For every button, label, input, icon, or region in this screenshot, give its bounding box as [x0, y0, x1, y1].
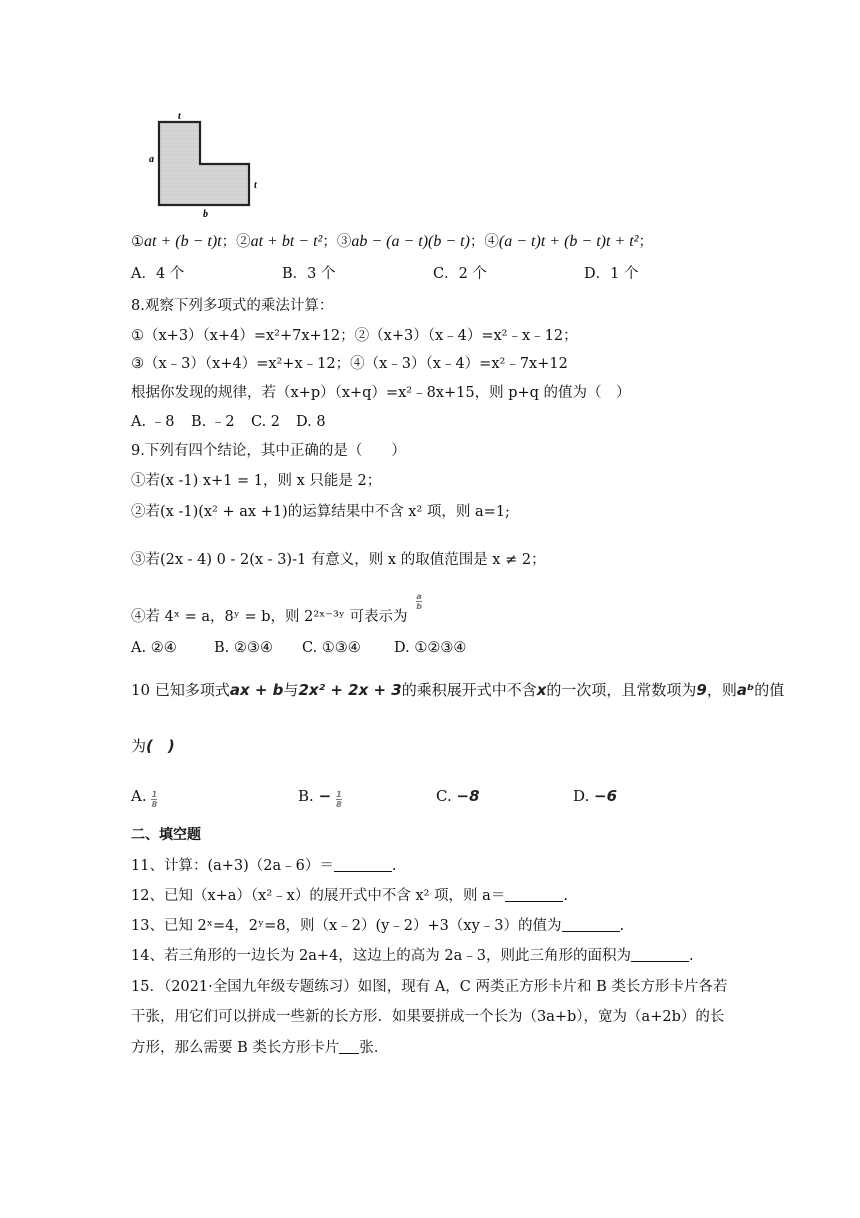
q10-poly-1: ax + b	[229, 681, 284, 699]
q9-option-a[interactable]: A. ②④	[131, 640, 177, 656]
q9-statement-1: ①若(x -1) x+1 = 1，则 x 只能是 2；	[131, 473, 382, 489]
q9-fraction: $\frac{a}{b}$	[416, 592, 422, 611]
label-b: b	[203, 209, 208, 220]
q11-answer-blank[interactable]	[334, 857, 392, 872]
q15-answer-blank[interactable]	[339, 1039, 359, 1054]
q8-option-c[interactable]: C. 2	[251, 414, 281, 430]
q8-question: 根据你发现的规律，若（x+p）（x+q）=x²﹣8x+15，则 p+q 的值为（ ）	[131, 385, 631, 401]
q10-option-a[interactable]: A. $\frac{1}{8}$	[131, 787, 158, 809]
q12: 12、已知（x+a）（x²﹣x）的展开式中不含 x² 项，则 a＝ .	[131, 888, 568, 904]
q7-expressions: ①at + (b − t)t；②at + bt − t²；③ab − (a − t)(b − t)；④(a − t)t + (b − t)t + t²；	[131, 233, 653, 250]
q9-statement-3: ③若(2x - 4) 0 - 2(x - 3)-1 有意义，则 x 的取值范围是 x ≠ 2；	[131, 552, 546, 568]
q10-poly-2: 2x² + 2x + 3	[298, 681, 402, 699]
q15-line-1: 15．（2021·全国九年级专题练习）如图，现有 A，C 两类正方形卡片和 B 类长方形卡片各若	[131, 979, 728, 995]
q10-line-1: 10 已知多项式ax + b与2x² + 2x + 3的乘积展开式中不含x的一次项，且常数项为9，则aᵇ的值	[131, 681, 785, 699]
q10-line-2: 为( )	[131, 737, 175, 755]
q10-option-d[interactable]: D. −6	[573, 787, 618, 805]
q9-option-b[interactable]: B. ②③④	[214, 640, 273, 656]
q10-option-b-fraction: $\frac{1}{8}$	[336, 790, 342, 809]
q8-option-a[interactable]: A. ﹣8	[131, 414, 175, 430]
q8-title: 8.观察下列多项式的乘法计算：	[131, 298, 334, 314]
q8-option-d[interactable]: D. 8	[296, 414, 326, 430]
q7-option-a[interactable]: A．4 个	[131, 266, 185, 282]
q7-expr-3: ab − (a − t)(b − t)	[351, 233, 470, 250]
q9-option-d[interactable]: D. ①②③④	[394, 640, 467, 656]
q13: 13、已知 2ˣ=4，2ʸ=8，则（x﹣2）(y﹣2）+3（xy﹣3）的值为 .	[131, 918, 625, 934]
q8-line-2: ③（x﹣3）（x+4）=x²+x﹣12；④（x﹣3）（x﹣4）=x²﹣7x+12	[131, 356, 568, 372]
q8-option-b[interactable]: B. ﹣2	[191, 414, 235, 430]
q10-option-b[interactable]: B. − $\frac{1}{8}$	[298, 787, 342, 809]
q9-title: 9.下列有四个结论，其中正确的是（ ）	[131, 443, 406, 459]
q8-line-1: ①（x+3）（x+4）=x²+7x+12；②（x+3）（x﹣4）=x²﹣x﹣12；	[131, 328, 578, 344]
label-t-right: t	[254, 180, 257, 191]
l-shape-figure	[145, 110, 275, 220]
label-a: a	[149, 154, 154, 165]
q14: 14、若三角形的一边长为 2a+4，这边上的高为 2a﹣3，则此三角形的面积为 .	[131, 948, 694, 964]
q7-option-b[interactable]: B．3 个	[282, 266, 336, 282]
q13-answer-blank[interactable]	[562, 917, 620, 932]
q7-option-c[interactable]: C．2 个	[433, 266, 487, 282]
q9-statement-4: ④若 4ˣ = a，8ʸ = b，则 2²ˣ⁻³ʸ 可表示为 $\frac{a}{b}$	[131, 592, 422, 625]
label-t-top: t	[178, 111, 181, 122]
q15-line-3: 方形，那么需要 B 类长方形卡片 张．	[131, 1040, 389, 1056]
section-heading: 二、填空题	[131, 827, 201, 843]
q7-option-d[interactable]: D．1 个	[584, 266, 639, 282]
q9-option-c[interactable]: C. ①③④	[302, 640, 361, 656]
l-shape	[159, 122, 249, 205]
q7-expr-2: at + bt − t²	[250, 233, 323, 250]
q11: 11、计算：(a+3)（2a﹣6）＝ .	[131, 858, 397, 874]
q9-statement-2: ②若(x -1)(x² + ax +1)的运算结果中不含 x² 项，则 a=1;	[131, 504, 510, 520]
q7-expr-4: (a − t)t + (b − t)t + t²	[498, 233, 639, 250]
q15-line-2: 干张，用它们可以拼成一些新的长方形．如果要拼成一个长为（3a+b），宽为（a+2b）的长	[131, 1009, 725, 1025]
q14-answer-blank[interactable]	[631, 947, 689, 962]
q12-answer-blank[interactable]	[505, 887, 563, 902]
q10-option-a-fraction: $\frac{1}{8}$	[151, 790, 158, 809]
q10-option-c[interactable]: C. −8	[436, 787, 480, 805]
q7-expr-1: at + (b − t)t	[144, 233, 222, 250]
